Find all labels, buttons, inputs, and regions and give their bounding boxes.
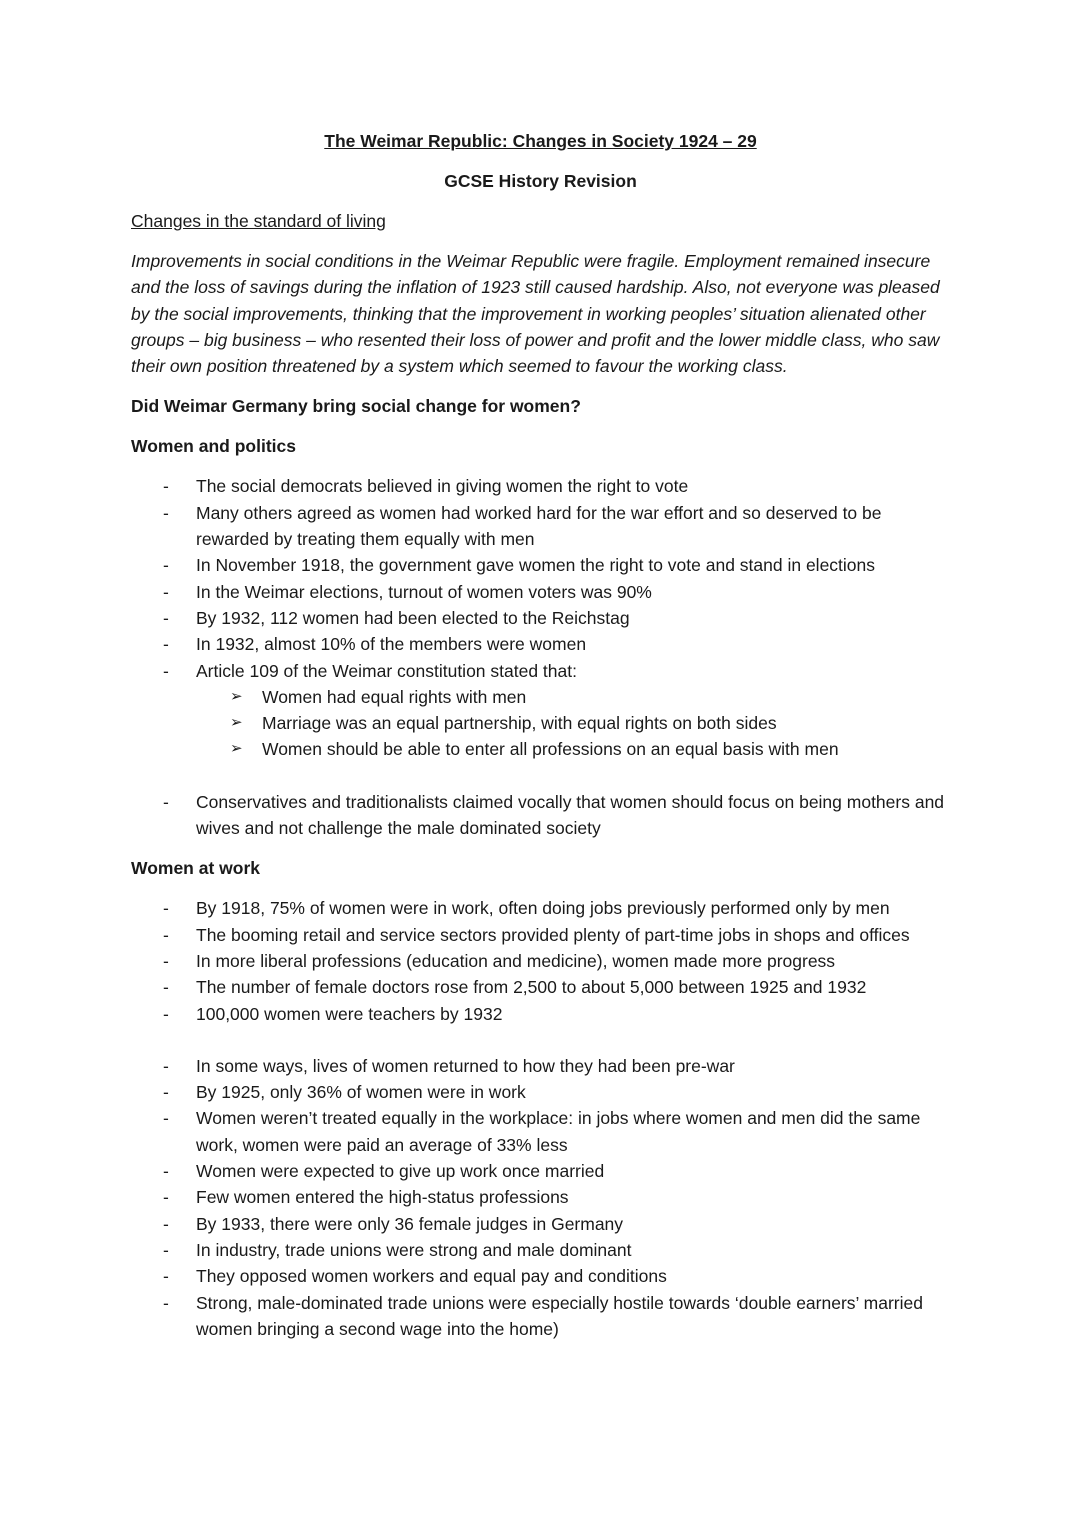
work-limits-list	[131, 1053, 950, 1342]
list-item-text: Women should be able to enter all professions on an equal basis with men	[262, 739, 839, 760]
list-item	[131, 1158, 950, 1184]
list-item	[131, 500, 950, 553]
list-item-text: By 1925, only 36% of women were in work	[196, 1082, 526, 1103]
list-item	[131, 1237, 950, 1263]
list-item-text: Article 109 of the Weimar constitution stated that:	[196, 660, 577, 681]
dash-bullet: -	[163, 1003, 169, 1024]
list-item-text: The booming retail and service sectors provided plenty of part-time jobs in shops and offices	[196, 924, 910, 945]
women-politics-heading: Women and politics	[131, 436, 296, 457]
list-item-text: Conservatives and traditionalists claimed vocally that women should focus on being mothers and wives and not challenge the male dominated society	[196, 791, 945, 839]
dash-bullet: -	[163, 791, 169, 812]
dash-bullet: -	[163, 977, 169, 998]
list-item	[131, 895, 950, 921]
women-question-heading: Did Weimar Germany bring social change for women?	[131, 396, 581, 417]
list-item	[131, 974, 950, 1000]
arrow-bullet-icon: ➢	[230, 714, 243, 732]
list-item-text: 100,000 women were teachers by 1932	[196, 1003, 503, 1024]
list-item-text: Strong, male-dominated trade unions were especially hostile towards ‘double earners’ married women bringing a second wage into the home)	[196, 1292, 923, 1339]
list-item	[131, 1053, 950, 1079]
list-item	[196, 710, 950, 736]
dash-bullet: -	[163, 1187, 169, 1208]
list-item-text: By 1933, there were only 36 female judges in Germany	[196, 1213, 624, 1234]
list-item-text: Marriage was an equal partnership, with equal rights on both sides	[262, 713, 777, 734]
list-item	[131, 1290, 950, 1343]
dash-bullet: -	[163, 555, 169, 576]
list-item-text: Few women entered the high-status professions	[196, 1187, 569, 1208]
list-item-text: They opposed women workers and equal pay and conditions	[196, 1266, 667, 1287]
dash-bullet: -	[163, 1082, 169, 1103]
list-item-text: In industry, trade unions were strong and male dominant	[196, 1239, 632, 1260]
list-item	[131, 605, 950, 631]
dash-bullet: -	[163, 581, 169, 602]
dash-bullet: -	[163, 607, 169, 628]
list-item-text: By 1918, 75% of women were in work, often doing jobs previously performed only by men	[196, 898, 890, 919]
dash-bullet: -	[163, 1161, 169, 1182]
list-item-text: In more liberal professions (education and medicine), women made more progress	[196, 950, 836, 971]
dash-bullet: -	[163, 1292, 169, 1313]
list-item	[131, 922, 950, 948]
list-item	[131, 552, 950, 578]
arrow-bullet-icon: ➢	[230, 687, 243, 705]
list-item-text: In November 1918, the government gave women the right to vote and stand in elections	[196, 555, 876, 576]
politics-after-list	[131, 789, 950, 842]
list-item-text: The number of female doctors rose from 2,500 to about 5,000 between 1925 and 1932	[196, 977, 867, 998]
work-progress-list	[131, 895, 950, 1026]
arrow-bullet-icon: ➢	[230, 740, 243, 758]
dash-bullet: -	[163, 476, 169, 497]
dash-bullet: -	[163, 502, 169, 523]
article-109-list	[196, 684, 950, 763]
list-item	[131, 1105, 950, 1158]
politics-points-list	[131, 473, 950, 762]
standard-of-living-intro: Improvements in social conditions in the Weimar Republic were fragile. Employment remained insecure and the loss of savings during the inflation of 1923 still caused hardship. Also, not everyone was pleased by the social improvements, thinking that the improvement in working peoples’ situation alienated other groups – big business – who resented their loss of power and profit and the lower middle class, who saw their own position threatened by a system which seemed to favour the working class.	[131, 251, 940, 377]
list-item	[131, 948, 950, 974]
list-item-text: The social democrats believed in giving women the right to vote	[196, 476, 689, 497]
women-work-heading: Women at work	[131, 858, 261, 879]
document-subtitle: GCSE History Revision	[444, 171, 637, 191]
dash-bullet: -	[163, 1108, 169, 1129]
dash-bullet: -	[163, 1239, 169, 1260]
list-item	[131, 658, 950, 763]
list-item-text: By 1932, 112 women had been elected to the Reichstag	[196, 607, 630, 628]
list-item-text: In some ways, lives of women returned to how they had been pre-war	[196, 1055, 735, 1076]
document-title: The Weimar Republic: Changes in Society 1924 – 29	[324, 131, 757, 151]
list-item	[196, 736, 950, 762]
list-item-text: Women had equal rights with men	[262, 686, 527, 707]
list-item-text: Women weren’t treated equally in the workplace: in jobs where women and men did the same work, women were paid an average of 33% less	[196, 1108, 921, 1155]
list-item	[131, 631, 950, 657]
standard-of-living-heading: Changes in the standard of living	[131, 211, 386, 231]
dash-bullet: -	[163, 1055, 169, 1076]
list-item	[196, 684, 950, 710]
dash-bullet: -	[163, 634, 169, 655]
dash-bullet: -	[163, 1266, 169, 1287]
list-item	[131, 1263, 950, 1289]
list-item-text: In the Weimar elections, turnout of women voters was 90%	[196, 581, 652, 602]
dash-bullet: -	[163, 660, 169, 681]
list-item	[131, 1079, 950, 1105]
list-item	[131, 579, 950, 605]
dash-bullet: -	[163, 924, 169, 945]
list-item	[131, 789, 950, 842]
list-item	[131, 1184, 950, 1210]
list-item	[131, 473, 950, 499]
dash-bullet: -	[163, 950, 169, 971]
list-item-text: Many others agreed as women had worked hard for the war effort and so deserved to be rewarded by treating them equally with men	[196, 502, 882, 550]
dash-bullet: -	[163, 898, 169, 919]
dash-bullet: -	[163, 1213, 169, 1234]
list-item-text: In 1932, almost 10% of the members were women	[196, 634, 587, 655]
list-item-text: Women were expected to give up work once married	[196, 1161, 605, 1182]
list-item	[131, 1001, 950, 1027]
list-item	[131, 1211, 950, 1237]
